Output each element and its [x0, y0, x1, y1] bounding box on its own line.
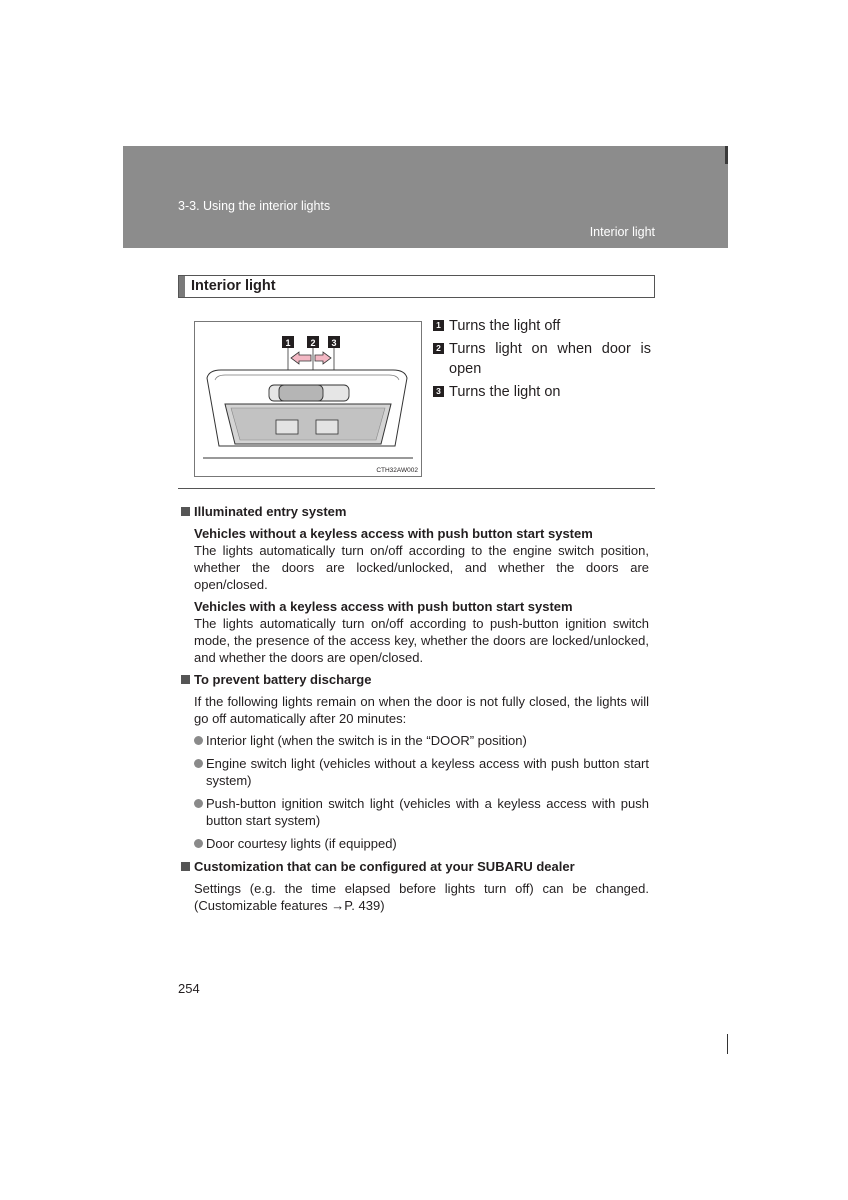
entry-text-1: The lights automatically turn on/off according to the engine switch position, whether the doors are locked/unlocked, and whether the doors are open/closed. [194, 543, 649, 592]
callout-item [433, 382, 651, 402]
marker-3: 3 [331, 338, 337, 348]
callout-number: 1 [433, 320, 444, 331]
figure-code: CTH32AW002 [376, 467, 418, 474]
entry-heading [181, 503, 649, 520]
square-bullet-icon [181, 507, 190, 516]
bullet-dot-icon [194, 736, 203, 745]
section-path: 3-3. Using the interior lights [178, 199, 331, 213]
battery-heading-text: To prevent battery discharge [194, 672, 372, 687]
list-item-text: Engine switch light (vehicles without a keyless access with push button start system) [206, 756, 649, 788]
page-edge-mark [727, 1034, 728, 1054]
page-title: Interior light [191, 278, 276, 294]
arrow-right-icon [315, 352, 331, 364]
battery-heading [181, 671, 649, 688]
callout-text: Turns light on when door is open [449, 341, 651, 377]
custom-heading-text: Customization that can be configured at your SUBARU dealer [194, 859, 575, 874]
entry-subheading-2: Vehicles with a keyless access with push button start system [194, 599, 573, 614]
notes-section [181, 503, 649, 919]
arrow-left-icon [291, 352, 311, 364]
callout-item [433, 316, 651, 336]
callout-list [433, 316, 651, 405]
title-accent-bar [179, 276, 185, 297]
callout-text: Turns the light off [449, 318, 561, 334]
marker-1: 1 [285, 338, 291, 348]
list-item [194, 835, 649, 852]
list-item [194, 795, 649, 829]
marker-2: 2 [310, 338, 316, 348]
section-name: Interior light [589, 225, 655, 239]
entry-text-2: The lights automatically turn on/off according to push-button ignition switch mode, the presence of the access key, whether the doors are locked/unlocked, and whether the doors are open/closed. [194, 616, 649, 665]
callout-item [433, 339, 651, 379]
callout-number: 3 [433, 386, 444, 397]
bullet-dot-icon [194, 759, 203, 768]
custom-heading [181, 858, 649, 875]
square-bullet-icon [181, 675, 190, 684]
list-item-text: Push-button ignition switch light (vehicles with a keyless access with push button start system) [206, 796, 649, 828]
list-item [194, 755, 649, 789]
divider-rule [178, 488, 655, 489]
square-bullet-icon [181, 862, 190, 871]
callout-number: 2 [433, 343, 444, 354]
entry-heading-text: Illuminated entry system [194, 504, 347, 519]
switch-knob [279, 385, 323, 401]
custom-text: Settings (e.g. the time elapsed before lights turn off) can be changed. (Customizable features →P. 439) [194, 881, 649, 913]
list-item-text: Door courtesy lights (if equipped) [206, 836, 397, 851]
list-item-text: Interior light (when the switch is in the “DOOR” position) [206, 733, 527, 748]
battery-text: If the following lights remain on when the door is not fully closed, the lights will go off automatically after 20 minutes: [194, 694, 649, 726]
interior-light-illustration [195, 322, 421, 476]
interior-light-figure [194, 321, 422, 477]
section-title-box [178, 275, 655, 298]
list-item [194, 732, 649, 749]
bullet-dot-icon [194, 799, 203, 808]
page-number: 254 [178, 981, 200, 996]
callout-text: Turns the light on [449, 384, 561, 400]
bullet-dot-icon [194, 839, 203, 848]
entry-subheading-1: Vehicles without a keyless access with push button start system [194, 526, 593, 541]
header-tab-mark [725, 146, 728, 164]
